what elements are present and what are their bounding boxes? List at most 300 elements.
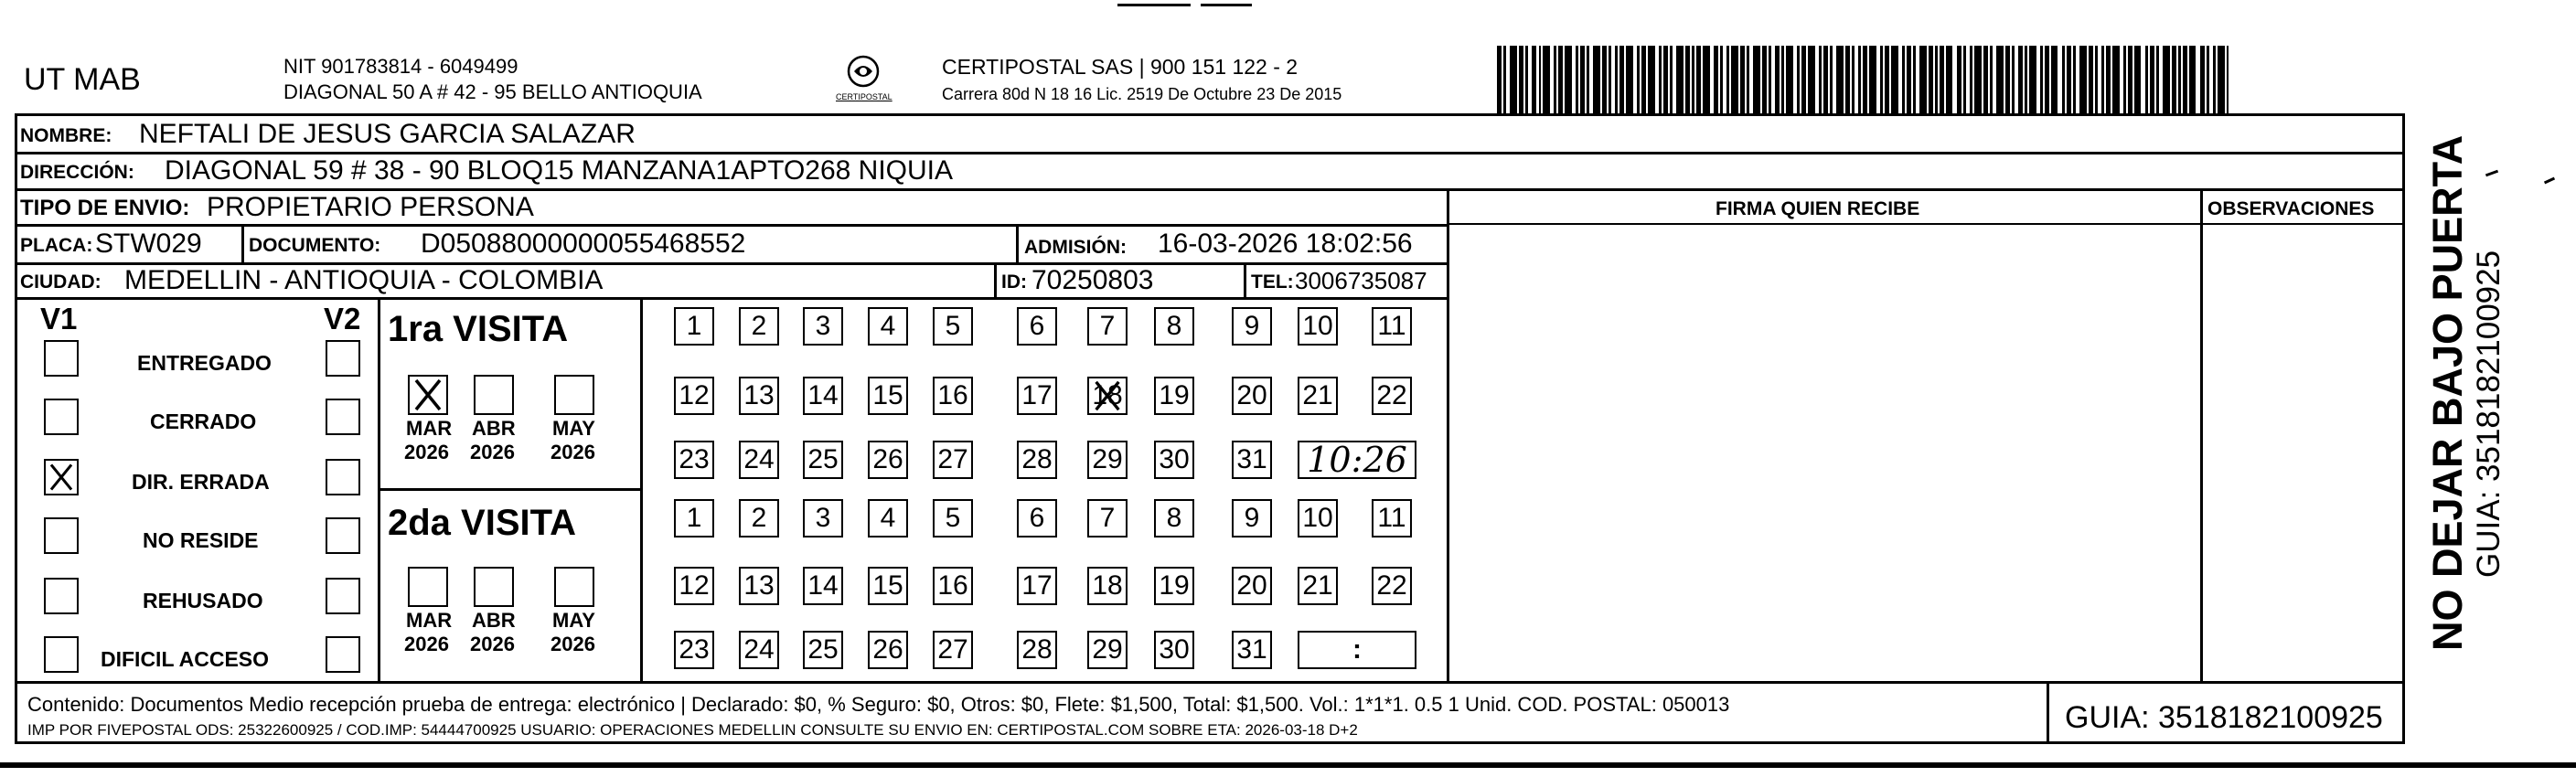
barcode-bar	[1637, 46, 1640, 115]
day-number: 13	[743, 380, 775, 410]
visit1-day-cell[interactable]	[1154, 377, 1194, 415]
barcode-bar	[2130, 46, 2132, 115]
day-number: 21	[1302, 570, 1333, 601]
visit1-day-cell[interactable]	[933, 377, 973, 415]
visit1-day-cell[interactable]	[1154, 441, 1194, 479]
day-number: 20	[1236, 570, 1267, 601]
status-v2-checkbox[interactable]	[326, 340, 360, 377]
name-label: NOMBRE:	[20, 125, 112, 146]
visit2-day-cell[interactable]	[674, 499, 714, 538]
visit1-day-cell[interactable]	[868, 377, 908, 415]
visit2-day-cell[interactable]	[1017, 631, 1057, 669]
tel-label: TEL:	[1251, 271, 1294, 293]
barcode-bar	[1764, 46, 1767, 115]
visit2-day-cell[interactable]	[739, 631, 779, 669]
barcode-bar	[1970, 46, 1972, 115]
visit1-day-cell[interactable]	[739, 307, 779, 346]
day-number: 28	[1021, 444, 1053, 474]
document-value: D05088000000055468552	[421, 229, 746, 259]
visit1-day-cell[interactable]	[1232, 441, 1272, 479]
day-number: 17	[1021, 570, 1053, 601]
barcode-bar	[1747, 46, 1749, 115]
sender-address: DIAGONAL 50 A # 42 - 95 BELLO ANTIOQUIA	[283, 80, 702, 103]
visit1-day-cell[interactable]	[933, 307, 973, 346]
day-number: 24	[743, 634, 775, 665]
visit1-day-cell[interactable]	[1372, 377, 1412, 415]
visit2-title: 2da VISITA	[388, 503, 576, 543]
visit2-time-box[interactable]	[1298, 631, 1416, 669]
side-guia: GUIA: 3518182100925	[2471, 250, 2507, 578]
barcode-bar	[1587, 46, 1589, 115]
time-value: 10:26	[1307, 440, 1407, 480]
barcode-bar	[1959, 46, 1961, 115]
visit2-month-checkbox[interactable]	[474, 567, 514, 607]
day-number: 14	[807, 380, 839, 410]
visit1-day-cell[interactable]	[674, 307, 714, 346]
day-number: 6	[1029, 311, 1045, 341]
visit2-day-cell[interactable]	[1154, 631, 1194, 669]
barcode-bar	[1499, 46, 1502, 115]
barcode-bar	[2152, 46, 2154, 115]
time-value: :	[1352, 634, 1362, 665]
visit2-day-cell[interactable]	[1298, 499, 1338, 538]
visit1-day-cell[interactable]	[1298, 307, 1338, 346]
barcode-bar	[2101, 46, 2104, 115]
status-v1-checkbox[interactable]	[44, 459, 79, 495]
footer-imp: IMP POR FIVEPOSTAL ODS: 25322600925 / COD.IMP: 54444700925 USUARIO: OPERACIONES MEDELLIN CONSULTE SU ENVIO EN: CERTIPOSTAL.COM SOBRE ETA: 2026-03-18 D+2	[27, 721, 1358, 739]
day-number: 4	[880, 503, 896, 533]
barcode-bar	[2174, 46, 2176, 115]
day-number: 5	[945, 503, 961, 533]
day-number: 8	[1166, 311, 1182, 341]
barcode-bar	[1941, 46, 1944, 115]
visit1-year-label: 2026	[470, 441, 515, 463]
visit1-month-label: MAY	[552, 417, 595, 440]
status-label: CERRADO	[150, 410, 257, 433]
status-label: NO RESIDE	[143, 528, 259, 552]
day-number: 1	[686, 311, 702, 341]
day-number: 21	[1302, 380, 1333, 410]
visit2-day-cell[interactable]	[1154, 499, 1194, 538]
visit2-day-cell[interactable]	[803, 631, 843, 669]
status-label: DIR. ERRADA	[132, 470, 270, 494]
barcode-bar	[1887, 46, 1889, 115]
visit1-day-cell[interactable]	[739, 377, 779, 415]
day-number: 22	[1376, 570, 1407, 601]
visit2-year-label: 2026	[404, 633, 449, 655]
day-number: 25	[807, 444, 839, 474]
day-number: 16	[937, 380, 968, 410]
barcode-bar	[2202, 46, 2205, 115]
company-name: UT MAB	[24, 62, 141, 97]
status-v2-checkbox[interactable]	[326, 636, 360, 673]
barcode-bar	[1576, 46, 1578, 115]
status-v2-checkbox[interactable]	[326, 459, 360, 495]
visit2-day-cell[interactable]	[868, 631, 908, 669]
visit2-day-cell[interactable]	[933, 567, 973, 605]
barcode-bar	[2213, 46, 2216, 115]
visit1-year-label: 2026	[550, 441, 595, 463]
barcode-bar	[2025, 46, 2027, 115]
col-line	[994, 262, 997, 297]
visit2-year-label: 2026	[550, 633, 595, 655]
day-number: 31	[1236, 634, 1267, 665]
day-number: 29	[1092, 444, 1123, 474]
barcode-bar	[1547, 46, 1550, 115]
visit2-day-cell[interactable]	[1372, 567, 1412, 605]
visit1-day-cell[interactable]	[1372, 307, 1412, 346]
day-number: 13	[743, 570, 775, 601]
day-number: 4	[880, 311, 896, 341]
barcode-bar	[1865, 46, 1867, 115]
barcode-bar	[1539, 46, 1542, 115]
barcode-bar	[1569, 46, 1572, 115]
visit1-day-cell[interactable]	[868, 441, 908, 479]
header-divider	[1117, 4, 1191, 6]
row-line	[1447, 223, 2405, 225]
barcode-bar	[1665, 46, 1668, 115]
barcode-bar	[1778, 46, 1780, 115]
admission-value: 16-03-2026 18:02:56	[1158, 229, 1413, 259]
day-number: 11	[1377, 503, 1406, 533]
side-instruction: NO DEJAR BAJO PUERTA	[2424, 134, 2471, 651]
day-number: 30	[1159, 634, 1190, 665]
barcode-bar	[1803, 46, 1806, 115]
barcode-bar	[2068, 46, 2071, 115]
bottom-edge-line	[0, 762, 2576, 768]
plate-label: PLACA:	[20, 235, 93, 256]
barcode-bar	[1858, 46, 1861, 115]
visit2-day-cell[interactable]	[1232, 631, 1272, 669]
day-number: 26	[872, 634, 903, 665]
barcode-bar	[1726, 46, 1729, 115]
signature-header: FIRMA QUIEN RECIBE	[1716, 198, 1920, 219]
barcode-bar	[1643, 46, 1646, 115]
day-number: 10	[1302, 311, 1333, 341]
barcode-bar	[1874, 46, 1876, 115]
barcode-bar	[2073, 46, 2076, 115]
barcode-bar	[2090, 46, 2093, 115]
barcode-bar	[1604, 46, 1607, 115]
day-number: 10	[1302, 503, 1333, 533]
visit2-day-cell[interactable]	[739, 567, 779, 605]
barcode-bar	[1758, 46, 1760, 115]
barcode-bar	[1560, 46, 1563, 115]
barcode-bar	[1554, 46, 1556, 115]
status-v2-checkbox[interactable]	[326, 578, 360, 614]
visit1-day-cell[interactable]	[803, 441, 843, 479]
day-number: 18	[1092, 380, 1123, 410]
day-number: 25	[807, 634, 839, 665]
barcode-bar	[1707, 46, 1710, 115]
barcode-bar	[2084, 46, 2087, 115]
visit2-month-label: MAY	[552, 609, 595, 632]
day-number: 5	[945, 311, 961, 341]
col-line	[241, 224, 244, 262]
barcode-bar	[1852, 46, 1855, 115]
barcode-bar	[2020, 46, 2023, 115]
footer-contents: Contenido: Documentos Medio recepción prueba de entrega: electrónico | Declarado: $0, % Seguro: $0, Otros: $0, Flete: $1,500, Total: $1,500. Vol.: 1*1*1. 0.5 1 Unid. COD. POSTAL: 050013	[27, 693, 1730, 716]
visit1-month-checkbox[interactable]	[408, 375, 448, 415]
barcode-bar	[2108, 46, 2111, 115]
barcode-bar	[1880, 46, 1883, 115]
visit1-day-cell[interactable]	[1087, 377, 1128, 415]
barcode-bar	[2145, 46, 2148, 115]
barcode-bar	[1720, 46, 1723, 115]
barcode-bar	[1841, 46, 1844, 115]
barcode-bar	[1698, 46, 1701, 115]
barcode-bar	[2123, 46, 2126, 115]
barcode-bar	[2056, 46, 2058, 115]
visit2-day-cell[interactable]	[1017, 499, 1057, 538]
col-line	[1244, 262, 1246, 297]
visit2-day-cell[interactable]	[674, 567, 714, 605]
barcode-bar	[2156, 46, 2159, 115]
visit1-month-label: ABR	[472, 417, 516, 440]
barcode-bar	[2062, 46, 2065, 115]
carrier-address: Carrera 80d N 18 16 Lic. 2519 De Octubre 23 De 2015	[942, 85, 1342, 103]
col-line	[2047, 681, 2049, 744]
visit2-month-checkbox[interactable]	[554, 567, 594, 607]
recipient-name: NEFTALI DE JESUS GARCIA SALAZAR	[139, 119, 636, 149]
barcode-bar	[1659, 46, 1662, 115]
visit1-time-box[interactable]	[1298, 441, 1416, 479]
barcode-bar	[2194, 46, 2197, 115]
barcode-bar	[1615, 46, 1618, 115]
barcode-bar	[2040, 46, 2043, 115]
day-mark-x	[1089, 378, 1126, 413]
visit1-day-cell[interactable]	[1298, 377, 1338, 415]
barcode-bar	[1525, 46, 1528, 115]
recipient-address: DIAGONAL 59 # 38 - 90 BLOQ15 MANZANA1APTO268 NIQUIA	[165, 155, 954, 186]
barcode-bar	[1681, 46, 1683, 115]
city-value: MEDELLIN - ANTIOQUIA - COLOMBIA	[124, 265, 604, 295]
barcode-bar	[1985, 46, 1988, 115]
barcode-bar	[1503, 46, 1506, 115]
day-number: 15	[872, 380, 903, 410]
visit2-day-cell[interactable]	[803, 567, 843, 605]
visit2-day-cell[interactable]	[1372, 499, 1412, 538]
barcode-bar	[2139, 46, 2142, 115]
barcode-bar	[1790, 46, 1793, 115]
id-label: ID:	[1001, 271, 1027, 293]
status-label: DIFICIL ACCESO	[101, 647, 270, 671]
visit1-day-cell[interactable]	[1017, 441, 1057, 479]
footer-guia: GUIA: 3518182100925	[2065, 700, 2383, 735]
visit2-day-cell[interactable]	[1017, 567, 1057, 605]
visit2-day-cell[interactable]	[674, 631, 714, 669]
visit1-day-cell[interactable]	[868, 307, 908, 346]
visit1-month-checkbox[interactable]	[474, 375, 514, 415]
col-line	[2200, 188, 2203, 682]
admission-label: ADMISIÓN:	[1024, 237, 1127, 258]
barcode-bar	[1902, 46, 1905, 115]
logo-text: CERTIPOSTAL	[836, 92, 893, 101]
day-number: 26	[872, 444, 903, 474]
visit1-day-cell[interactable]	[933, 441, 973, 479]
status-v1-checkbox[interactable]	[44, 517, 79, 554]
day-number: 24	[743, 444, 775, 474]
visit1-title: 1ra VISITA	[388, 309, 569, 349]
visit1-day-cell[interactable]	[803, 307, 843, 346]
visit1-year-label: 2026	[404, 441, 449, 463]
v2-label: V2	[324, 302, 361, 335]
visit1-day-cell[interactable]	[674, 441, 714, 479]
visit-divider	[380, 488, 642, 491]
visit2-day-cell[interactable]	[1154, 567, 1194, 605]
visit1-day-cell[interactable]	[1154, 307, 1194, 346]
barcode-bar	[2095, 46, 2098, 115]
barcode-bar	[2034, 46, 2036, 115]
day-number: 28	[1021, 634, 1053, 665]
barcode-bar	[1913, 46, 1916, 115]
day-number: 11	[1377, 311, 1406, 341]
barcode-bar	[1990, 46, 1993, 115]
visit2-day-cell[interactable]	[1087, 499, 1128, 538]
id-value: 70250803	[1031, 265, 1154, 295]
visit1-day-cell[interactable]	[1087, 307, 1128, 346]
barcode-bar	[1670, 46, 1673, 115]
barcode-bar	[1742, 46, 1745, 115]
sender-nit: NIT 901783814 - 6049499	[283, 55, 518, 78]
barcode-bar	[1692, 46, 1694, 115]
day-number: 3	[815, 503, 831, 533]
day-number: 15	[872, 570, 903, 601]
city-label: CIUDAD:	[20, 271, 102, 293]
barcode-bar	[2178, 46, 2181, 115]
visit1-day-cell[interactable]	[803, 377, 843, 415]
day-number: 3	[815, 311, 831, 341]
visit1-day-cell[interactable]	[1017, 377, 1057, 415]
day-number: 27	[937, 634, 968, 665]
header-divider-2	[1201, 4, 1252, 6]
barcode-bar	[1908, 46, 1911, 115]
scan-mark	[2544, 177, 2555, 185]
day-number: 8	[1166, 503, 1182, 533]
visit2-month-label: MAR	[406, 609, 453, 632]
visit2-day-cell[interactable]	[739, 499, 779, 538]
barcode-bar	[1652, 46, 1655, 115]
status-v1-checkbox[interactable]	[44, 636, 79, 673]
barcode-bar	[1797, 46, 1800, 115]
day-number: 7	[1099, 503, 1116, 533]
barcode-bar	[2227, 46, 2229, 115]
day-number: 20	[1236, 380, 1267, 410]
visit2-month-checkbox[interactable]	[408, 567, 448, 607]
visit2-day-cell[interactable]	[1298, 567, 1338, 605]
document-label: DOCUMENTO:	[249, 235, 381, 256]
col-line	[1447, 188, 1449, 682]
visit1-day-cell[interactable]	[1087, 441, 1128, 479]
day-number: 12	[679, 570, 710, 601]
barcode-bar	[1609, 46, 1611, 115]
barcode-bar	[1812, 46, 1815, 115]
day-number: 9	[1244, 503, 1260, 533]
visit2-day-cell[interactable]	[1087, 567, 1128, 605]
visit1-day-cell[interactable]	[1232, 307, 1272, 346]
barcode-bar	[2167, 46, 2170, 115]
barcode-bar	[2207, 46, 2209, 115]
barcode-bar	[1979, 46, 1982, 115]
barcode-bar	[1930, 46, 1933, 115]
barcode-bar	[2047, 46, 2049, 115]
observations-header: OBSERVACIONES	[2207, 198, 2375, 219]
row-line	[15, 188, 2405, 191]
barcode-bar	[2001, 46, 2004, 115]
visit2-day-cell[interactable]	[1087, 631, 1128, 669]
certipostal-logo	[828, 51, 898, 106]
visit2-month-label: ABR	[472, 609, 516, 632]
visit1-day-cell[interactable]	[739, 441, 779, 479]
col-line	[1016, 224, 1019, 262]
v1-label: V1	[40, 302, 78, 335]
barcode-bar	[1951, 46, 1953, 115]
tracking-barcode	[1497, 46, 2229, 115]
barcode-bar	[1622, 46, 1625, 115]
day-number: 23	[679, 634, 710, 665]
barcode-bar	[1963, 46, 1966, 115]
visit2-day-cell[interactable]	[1232, 499, 1272, 538]
barcode-bar	[2007, 46, 2010, 115]
send-type-label: TIPO DE ENVIO:	[20, 196, 190, 220]
barcode-bar	[1716, 46, 1719, 115]
day-number: 9	[1244, 311, 1260, 341]
status-v2-checkbox[interactable]	[326, 399, 360, 435]
day-number: 30	[1159, 444, 1190, 474]
barcode-bar	[1896, 46, 1898, 115]
carrier-name: CERTIPOSTAL SAS | 900 151 122 - 2	[942, 55, 1299, 79]
status-v1-checkbox[interactable]	[44, 340, 79, 377]
barcode-bar	[1819, 46, 1822, 115]
barcode-bar	[2012, 46, 2015, 115]
visit2-day-cell[interactable]	[868, 499, 908, 538]
day-number: 7	[1099, 311, 1116, 341]
visit2-day-cell[interactable]	[868, 567, 908, 605]
day-number: 16	[937, 570, 968, 601]
visit1-month-label: MAR	[406, 417, 453, 440]
visit2-day-cell[interactable]	[933, 631, 973, 669]
status-v1-checkbox[interactable]	[44, 399, 79, 435]
day-number: 2	[751, 503, 767, 533]
visit2-year-label: 2026	[470, 633, 515, 655]
row-line	[15, 297, 1447, 300]
day-number: 31	[1236, 444, 1267, 474]
visit1-day-cell[interactable]	[1017, 307, 1057, 346]
barcode-bar	[1924, 46, 1927, 115]
day-number: 29	[1092, 634, 1123, 665]
barcode-bar	[1630, 46, 1633, 115]
barcode-bar	[1769, 46, 1771, 115]
visit1-day-cell[interactable]	[1232, 377, 1272, 415]
day-number: 19	[1159, 380, 1190, 410]
visit2-day-cell[interactable]	[1232, 567, 1272, 605]
visit1-month-checkbox[interactable]	[554, 375, 594, 415]
barcode-bar	[1534, 46, 1537, 115]
visit2-day-cell[interactable]	[933, 499, 973, 538]
row-line	[15, 224, 1447, 227]
day-number: 17	[1021, 380, 1053, 410]
status-v1-checkbox[interactable]	[44, 578, 79, 614]
day-number: 22	[1376, 380, 1407, 410]
scan-mark	[2485, 170, 2498, 177]
visit1-day-cell[interactable]	[674, 377, 714, 415]
day-number: 6	[1029, 503, 1045, 533]
barcode-bar	[2222, 46, 2225, 115]
barcode-bar	[1847, 46, 1850, 115]
visit2-day-cell[interactable]	[803, 499, 843, 538]
status-v2-checkbox[interactable]	[326, 517, 360, 554]
barcode-bar	[2117, 46, 2120, 115]
